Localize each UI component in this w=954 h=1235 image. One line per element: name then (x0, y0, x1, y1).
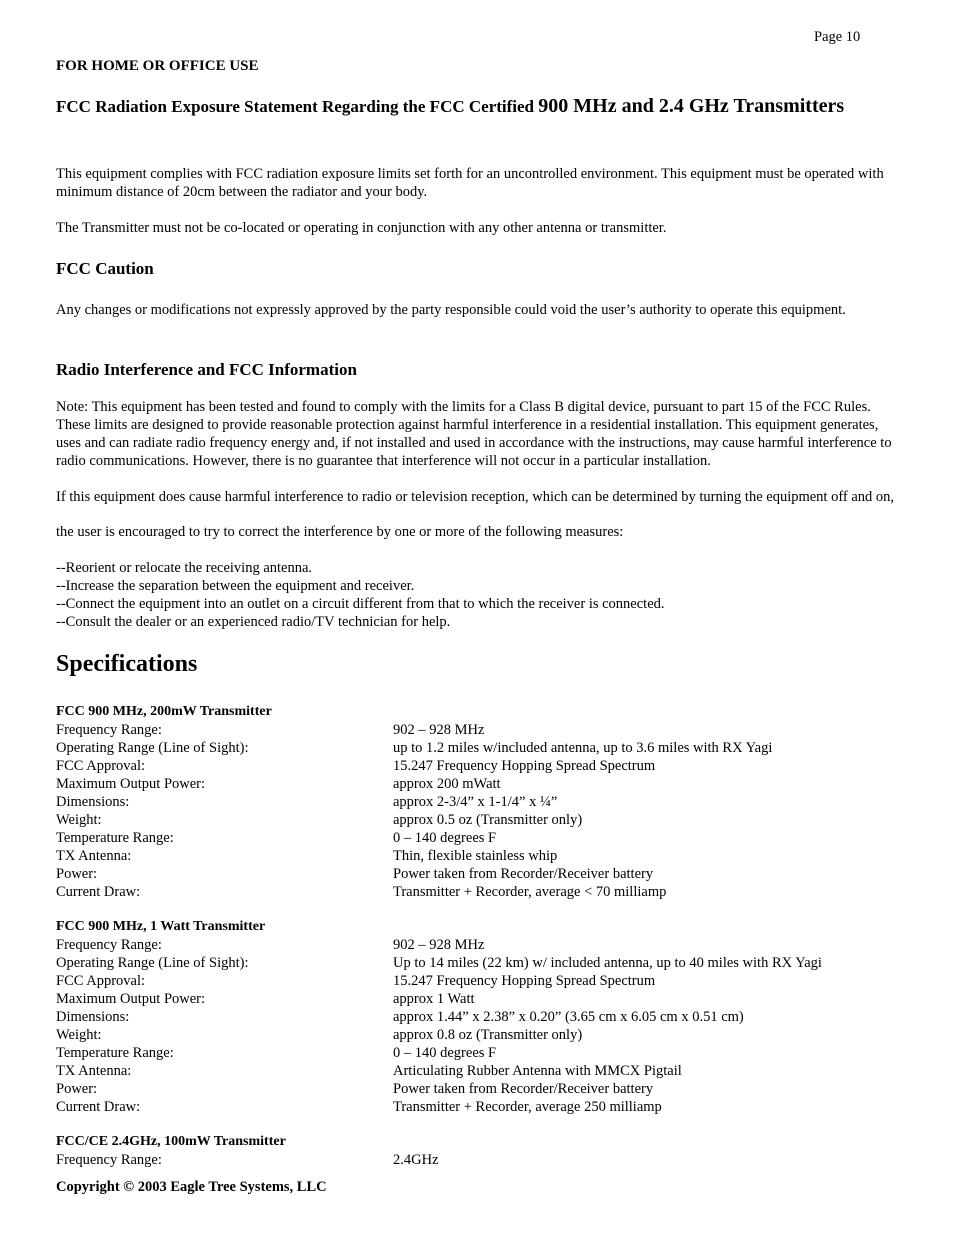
spec-key: Maximum Output Power: (56, 776, 206, 792)
page-number: Page 10 (814, 29, 861, 45)
interference-note: Note: This equipment has been tested and found to comply with the limits for a Class B digital device, pursuant to part 15 of the FCC Rules. These limits are designed to provide reasonable protection against harmful interference in a residential installation. This equipment generates, uses and can radiate radio frequency energy and, if not installed and used in accordance with the instructions, may cause harmful interference to radio communications. However, there is no guarantee that interference will not occur in a particular installation. (56, 399, 892, 469)
table-row (56, 829, 916, 847)
spec-value: Thin, flexible stainless whip (393, 848, 558, 864)
spec-key: Maximum Output Power: (56, 991, 206, 1007)
list-item: --Increase the separation between the equipment and receiver. (56, 578, 415, 594)
spec-block-24ghz (56, 1133, 916, 1169)
spec-block-1watt (56, 918, 916, 1116)
table-row (56, 1080, 916, 1098)
home-use-heading: FOR HOME OR OFFICE USE (56, 58, 259, 74)
spec-block-200mw (56, 703, 916, 901)
spec-value: Transmitter + Recorder, average 250 milliamp (393, 1099, 662, 1115)
copyright-footer: Copyright © 2003 Eagle Tree Systems, LLC (56, 1179, 327, 1195)
spec-value: Transmitter + Recorder, average < 70 milliamp (393, 884, 667, 900)
spec-value: 0 – 140 degrees F (393, 1045, 497, 1061)
caution-heading: FCC Caution (56, 259, 154, 278)
measures-list (56, 559, 896, 631)
exposure-paragraph-1: This equipment complies with FCC radiation exposure limits set forth for an uncontrolled environment. This equipment must be operated with minimum distance of 20cm between the radiator and your body. (56, 166, 884, 200)
table-row (56, 865, 916, 883)
table-row (56, 811, 916, 829)
spec-key: Dimensions: (56, 1009, 130, 1025)
spec-key: Weight: (56, 1027, 102, 1043)
caution-text: Any changes or modifications not expressly approved by the party responsible could void the user’s authority to operate this equipment. (56, 302, 846, 318)
table-row (56, 972, 916, 990)
table-row (56, 1098, 916, 1116)
spec-block-title: FCC 900 MHz, 200mW Transmitter (56, 704, 272, 719)
spec-value: approx 0.8 oz (Transmitter only) (393, 1027, 583, 1043)
exposure-paragraph-2: The Transmitter must not be co-located or operating in conjunction with any other antenna or transmitter. (56, 220, 667, 236)
list-item: --Connect the equipment into an outlet on a circuit different from that to which the receiver is connected. (56, 596, 665, 612)
spec-key: TX Antenna: (56, 848, 132, 864)
spec-value: approx 0.5 oz (Transmitter only) (393, 812, 583, 828)
table-row (56, 1044, 916, 1062)
spec-key: Operating Range (Line of Sight): (56, 740, 249, 756)
exposure-statement-title (56, 94, 916, 119)
spec-key: Current Draw: (56, 884, 141, 900)
spec-key: Current Draw: (56, 1099, 141, 1115)
spec-value: approx 1 Watt (393, 991, 475, 1007)
spec-key: Temperature Range: (56, 830, 174, 846)
table-row (56, 1008, 916, 1026)
spec-key: Temperature Range: (56, 1045, 174, 1061)
spec-key: FCC Approval: (56, 973, 146, 989)
list-item: --Reorient or relocate the receiving antenna. (56, 560, 313, 576)
spec-key: TX Antenna: (56, 1063, 132, 1079)
spec-key: Power: (56, 866, 98, 882)
table-row (56, 936, 916, 954)
spec-key: Frequency Range: (56, 937, 162, 953)
spec-block-title: FCC 900 MHz, 1 Watt Transmitter (56, 919, 266, 934)
spec-value: approx 200 mWatt (393, 776, 501, 792)
spec-value: Articulating Rubber Antenna with MMCX Pigtail (393, 1063, 682, 1079)
table-row (56, 721, 916, 739)
spec-block-title: FCC/CE 2.4GHz, 100mW Transmitter (56, 1134, 286, 1149)
spec-key: Dimensions: (56, 794, 130, 810)
spec-value: approx 1.44” x 2.38” x 0.20” (3.65 cm x 6.05 cm x 0.51 cm) (393, 1009, 744, 1025)
table-row (56, 954, 916, 972)
table-row (56, 757, 916, 775)
spec-key: Power: (56, 1081, 98, 1097)
table-row (56, 1151, 916, 1169)
table-row (56, 883, 916, 901)
spec-key: Weight: (56, 812, 102, 828)
list-item: --Consult the dealer or an experienced radio/TV technician for help. (56, 614, 451, 630)
spec-value: 2.4GHz (393, 1152, 439, 1168)
table-row (56, 847, 916, 865)
table-row (56, 1026, 916, 1044)
spec-value: Up to 14 miles (22 km) w/ included antenna, up to 40 miles with RX Yagi (393, 955, 822, 971)
spec-value: 15.247 Frequency Hopping Spread Spectrum (393, 973, 656, 989)
spec-key: Frequency Range: (56, 722, 162, 738)
spec-key: FCC Approval: (56, 758, 146, 774)
spec-value: 15.247 Frequency Hopping Spread Spectrum (393, 758, 656, 774)
spec-value: 902 – 928 MHz (393, 937, 485, 953)
interference-heading: Radio Interference and FCC Information (56, 360, 357, 379)
spec-value: up to 1.2 miles w/included antenna, up to 3.6 miles with RX Yagi (393, 740, 773, 756)
spec-value: Power taken from Recorder/Receiver battery (393, 866, 654, 882)
title-part-1: FCC Radiation Exposure Statement Regarding the FCC Certified (56, 97, 539, 116)
table-row (56, 775, 916, 793)
table-row (56, 793, 916, 811)
interference-user-line: the user is encouraged to try to correct the interference by one or more of the following measures: (56, 524, 624, 540)
title-part-2: 900 MHz and 2.4 GHz Transmitters (538, 95, 845, 117)
specifications-heading: Specifications (56, 651, 198, 677)
spec-value: approx 2-3/4” x 1-1/4” x ¼” (393, 794, 558, 810)
spec-value: 0 – 140 degrees F (393, 830, 497, 846)
spec-value: 902 – 928 MHz (393, 722, 485, 738)
table-row (56, 1062, 916, 1080)
table-row (56, 739, 916, 757)
spec-key: Frequency Range: (56, 1152, 162, 1168)
spec-value: Power taken from Recorder/Receiver battery (393, 1081, 654, 1097)
table-row (56, 990, 916, 1008)
interference-if-line: If this equipment does cause harmful interference to radio or television reception, which can be determined by turning the equipment off and on, (56, 489, 895, 505)
spec-key: Operating Range (Line of Sight): (56, 955, 249, 971)
